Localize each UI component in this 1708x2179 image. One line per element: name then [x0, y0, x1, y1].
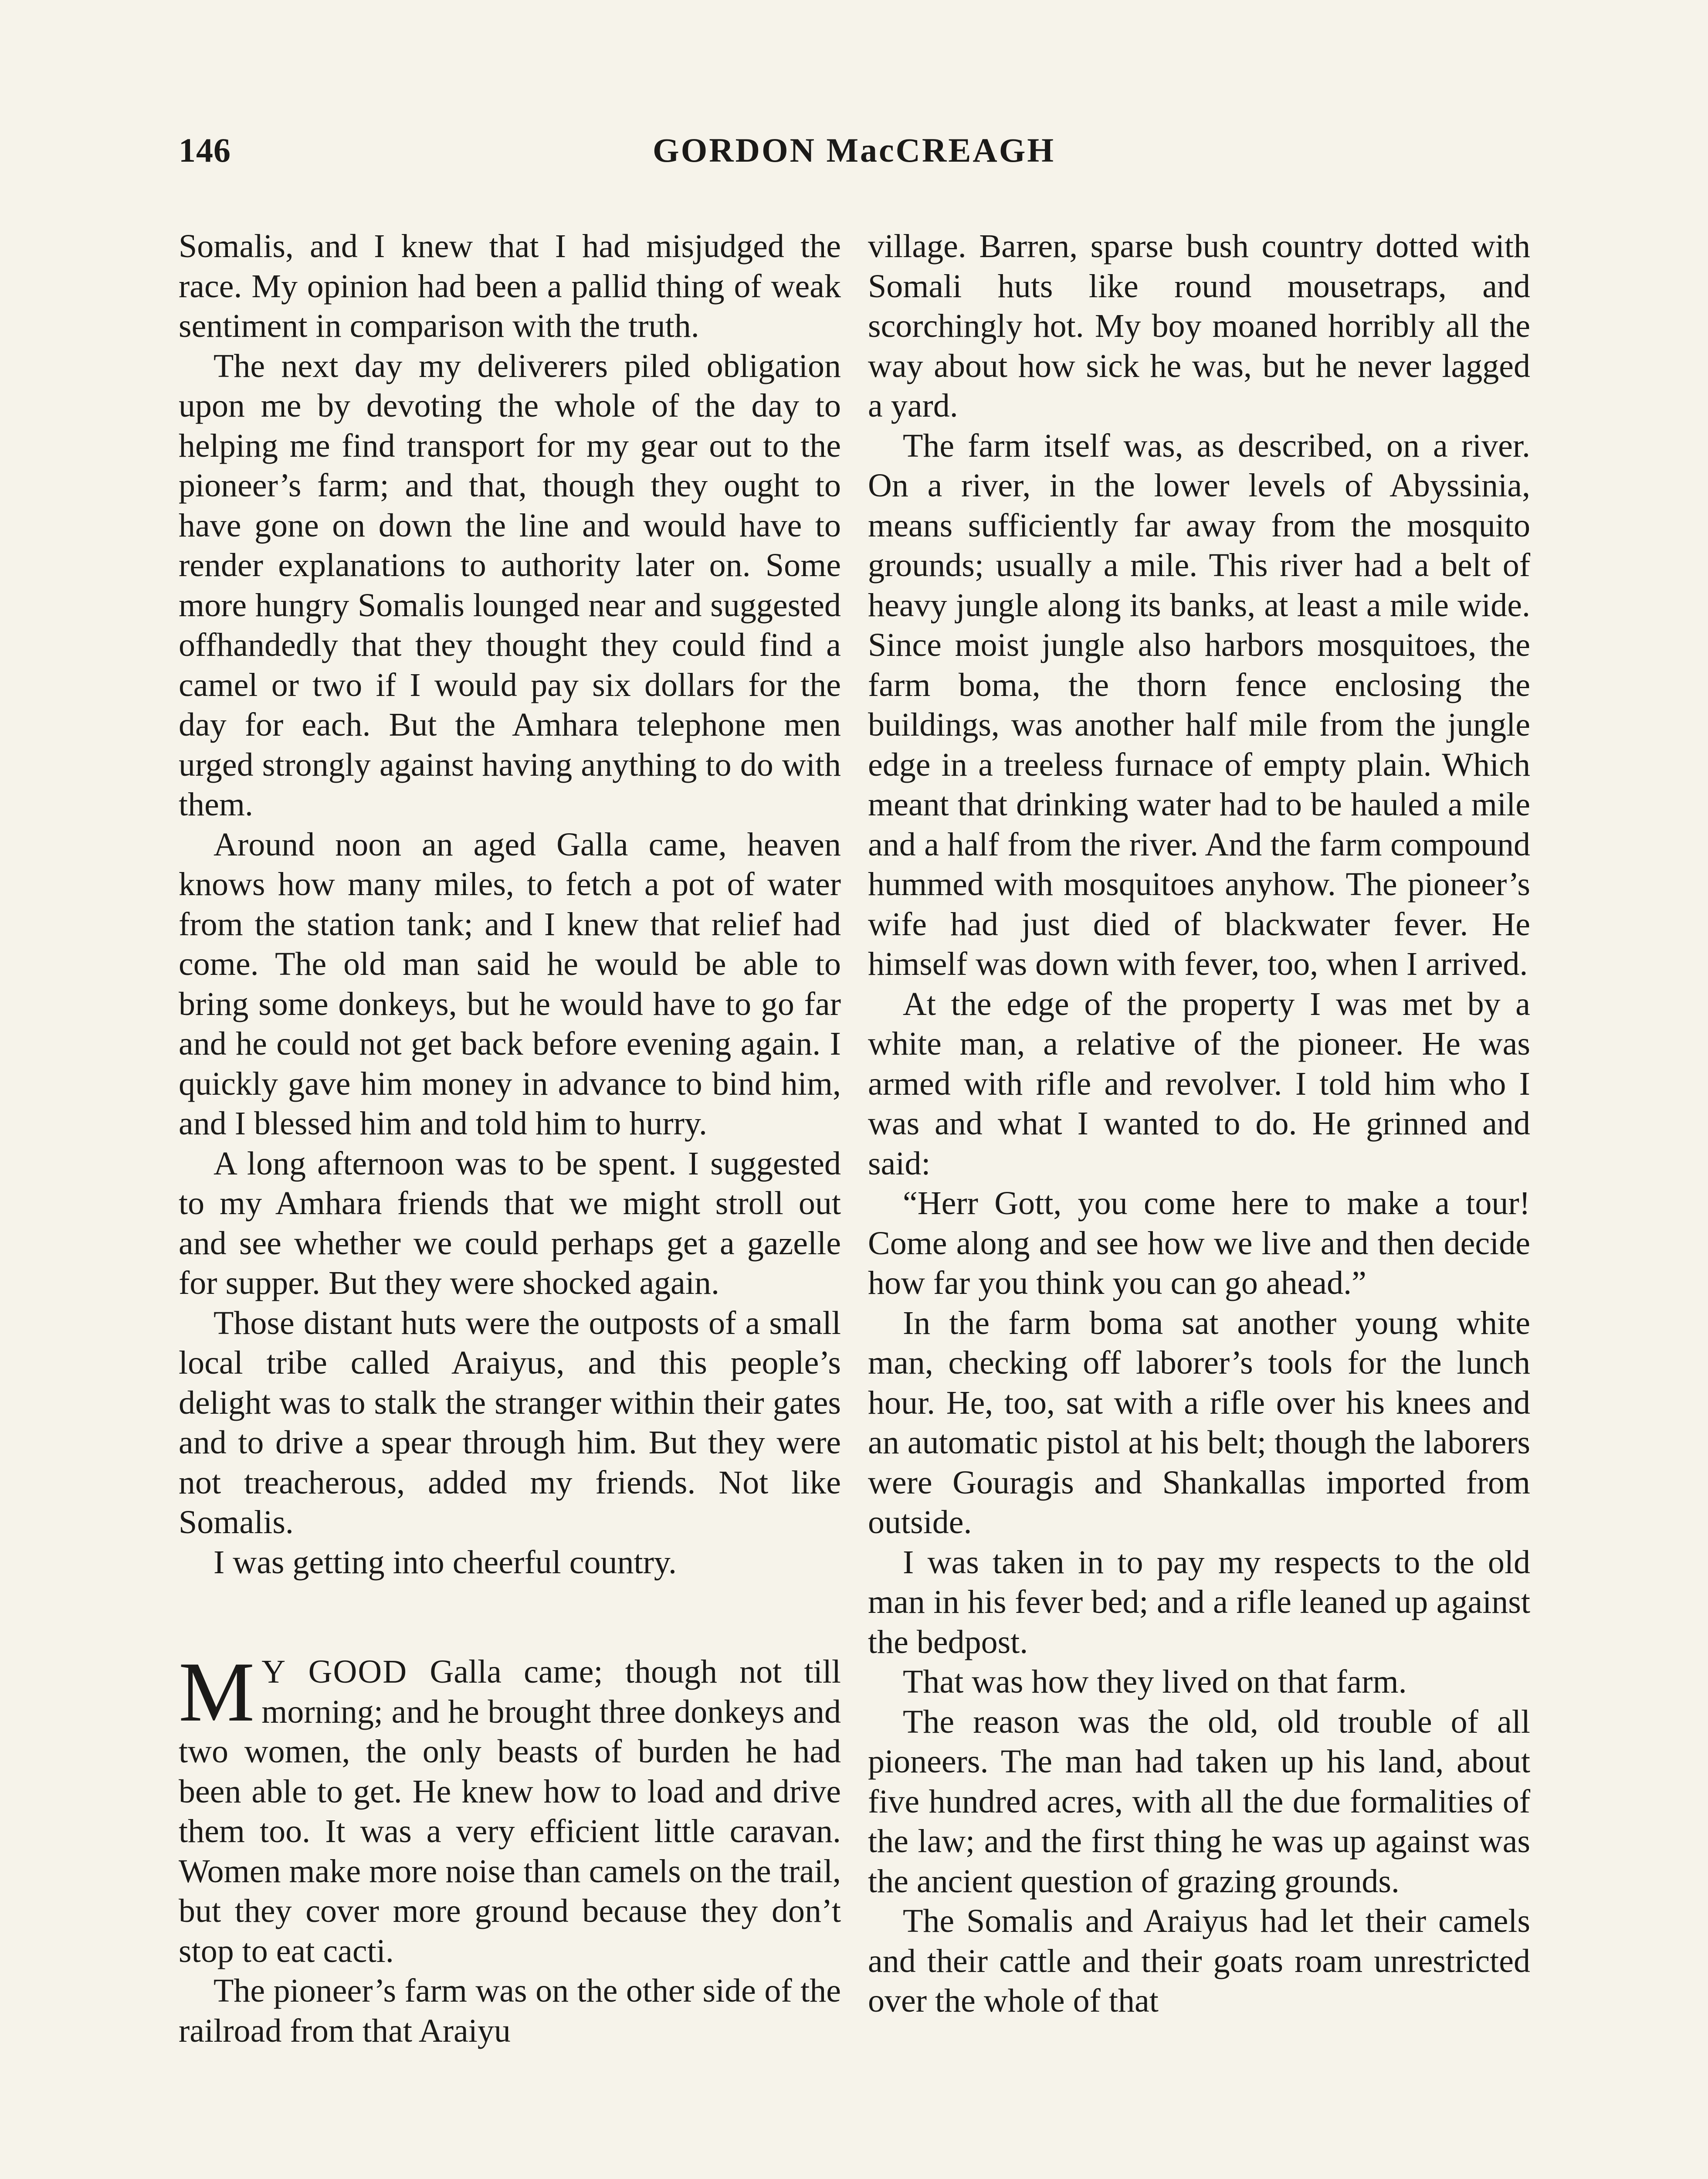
page-header	[179, 131, 1529, 192]
paragraph: Somalis, and I knew that I had misjudged the race. My opinion had been a pallid thing of weak sentiment in comparison with the truth.	[179, 228, 841, 344]
paragraph: A long afternoon was to be spent. I suggested to my Amhara friends that we might stroll out and see whether we could perhaps get a gazelle for supper. But they were shocked again.	[179, 1145, 841, 1301]
drop-cap: M	[179, 1645, 255, 1739]
left-column	[179, 227, 841, 2051]
paragraph: The pioneer’s farm was on the other side of the railroad from that Araiyu	[179, 1972, 841, 2049]
paragraph: The Somalis and Araiyus had let their camels and their cattle and their goats roam unrestricted over the whole of that	[868, 1903, 1530, 2019]
section-break	[179, 1582, 841, 1652]
paragraph-text: Galla came; though not till morning; and he brought three donkeys and two women, the only beasts of burden he had been able to get. He knew how to load and drive them too. It was a very efficient little caravan. Women make more noise than camels on the trail, but they cover more ground because they don’t stop to eat cacti.	[179, 1653, 841, 1969]
running-head: GORDON MacCREAGH	[652, 131, 1056, 169]
right-column	[868, 227, 1530, 2021]
paragraph: The farm itself was, as described, on a river. On a river, in the lower levels of Abyssinia, means sufficiently far away from the mosquito grounds; usually a mile. This river had a belt of heavy jungle along its banks, at least a mile wide. Since moist jungle also harbors mosquitoes, the farm boma, the thorn fence enclosing the buildings, was another half mile from the jungle edge in a treeless furnace of empty plain. Which meant that drinking water had to be hauled a mile and a half from the river. And the farm compound hummed with mosquitoes anyhow. The pioneer’s wife had just died of blackwater fever. He himself was down with fever, too, when I arrived.	[868, 427, 1530, 982]
dropcap-paragraph	[179, 1645, 841, 1971]
paragraph: The reason was the old, old trouble of all pioneers. The man had taken up his land, about five hundred acres, with all the due formalities of the law; and the first thing he was up against was the ancient question of grazing grounds.	[868, 1703, 1530, 1900]
paragraph: Around noon an aged Galla came, heaven knows how many miles, to fetch a pot of water from the station tank; and I knew that relief had come. The old man said he would be able to bring some donkeys, but he would have to go far and he could not get back before evening again. I quickly gave him money in advance to bind him, and I blessed him and told him to hurry.	[179, 826, 841, 1142]
paragraph: In the farm boma sat another young white man, checking off laborer’s tools for the lunch hour. He, too, sat with a rifle over his knees and an automatic pistol at his belt; though the laborers were Gouragis and Shankallas imported from outside.	[868, 1304, 1530, 1541]
paragraph: At the edge of the property I was met by a white man, a relative of the pioneer. He was armed with rifle and revolver. I told him who I was and what I wanted to do. He grinned and said:	[868, 985, 1530, 1182]
paragraph: I was getting into cheerful country.	[214, 1544, 677, 1581]
paragraph: That was how they lived on that farm.	[903, 1663, 1407, 1700]
paragraph: I was taken in to pay my respects to the old man in his fever bed; and a rifle leaned up against the bedpost.	[868, 1544, 1530, 1660]
paragraph: village. Barren, sparse bush country dotted with Somali huts like round mousetraps, and scorchingly hot. My boy moaned horribly all the way about how sick he was, but he never lagged a yard.	[868, 228, 1530, 424]
paragraph: Those distant huts were the outposts of a small local tribe called Araiyus, and this people’s delight was to stalk the stranger within their gates and to drive a spear through him. But they were not treacherous, added my friends. Not like Somalis.	[179, 1304, 841, 1541]
paragraph: The next day my deliverers piled obligation upon me by devoting the whole of the day to helping me find transport for my gear out to the pioneer’s farm; and that, though they ought to have gone on down the line and would have to render explanations to authority later on. Some more hungry Somalis lounged near and suggested offhandedly that they thought they could find a camel or two if I would pay six dollars for the day for each. But the Amhara telephone men urged strongly against having anything to do with them.	[179, 347, 841, 823]
page-number: 146	[179, 131, 231, 169]
small-caps-lead: Y GOOD	[261, 1653, 408, 1690]
paragraph: “Herr Gott, you come here to make a tour! Come along and see how we live and then decide how far you think you can go ahead.”	[868, 1185, 1530, 1301]
